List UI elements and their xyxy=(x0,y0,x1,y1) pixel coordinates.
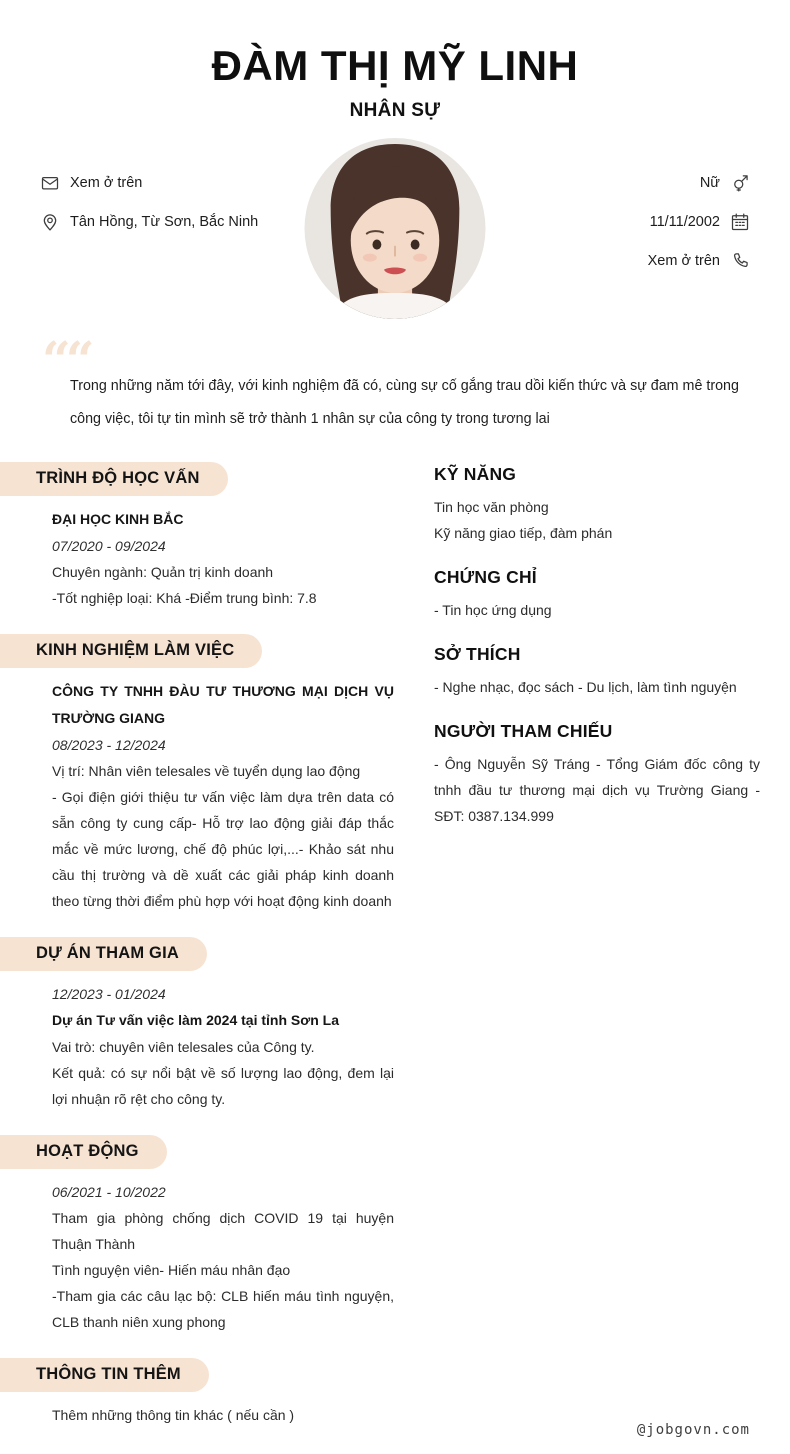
contact-right xyxy=(648,171,750,273)
section-body-projects xyxy=(0,971,420,1112)
section-header-education: TRÌNH ĐỘ HỌC VẤN xyxy=(0,462,228,496)
section-experience xyxy=(0,634,420,914)
avatar xyxy=(305,138,486,319)
contact-label: Nữ xyxy=(699,175,720,191)
section-header-references: NGƯỜI THAM CHIẾU xyxy=(434,721,613,741)
cv-page xyxy=(0,42,790,1454)
calendar-icon xyxy=(730,212,750,232)
entry-text: Tình nguyện viên- Hiến máu nhân đạo xyxy=(52,1262,291,1278)
section-header-more-info: THÔNG TIN THÊM xyxy=(0,1358,209,1392)
section-skills xyxy=(434,464,760,546)
contact-label: 11/11/2002 xyxy=(649,214,720,230)
quote-icon: ““ xyxy=(42,330,90,389)
section-education xyxy=(0,462,420,611)
contact-item xyxy=(700,171,750,195)
section-header-activities: HOẠT ĐỘNG xyxy=(0,1135,167,1169)
entry-text: - Nghe nhạc, đọc sách - Du lịch, làm tình nguyện xyxy=(434,679,737,695)
career-objective xyxy=(42,330,750,436)
entry-text: - Gọi điện giới thiệu tư vấn việc làm dựa trên data có sẵn công ty cung cấp- Hỗ trợ lao động giải đáp thắc mắc về mức lương, chế độ phúc lợi,...- Khảo sát nhu cầu thị trường và dề xuất các giải pháp kinh doanh theo từng thời điểm phù hợp với hoạt động kinh doanh xyxy=(52,789,394,909)
entry-text: Kết quả: có sự nổi bật về số lượng lao động, đem lại lợi nhuận rõ rệt cho công ty. xyxy=(52,1065,394,1107)
page-title: ĐÀM THỊ MỸ LINH xyxy=(211,42,579,89)
section-body-experience xyxy=(0,668,420,914)
section-body-education xyxy=(0,496,420,611)
section-body-more-info xyxy=(0,1392,420,1428)
section-more-info xyxy=(0,1358,420,1428)
entry-text: -Tốt nghiệp loại: Khá -Điểm trung bình: 7.8 xyxy=(52,590,317,606)
entry-text: - Ông Nguyễn Sỹ Tráng - Tổng Giám đốc công ty tnhh đầu tư thương mại dịch vụ Trường Giang - SĐT: 0387.134.999 xyxy=(434,756,760,824)
entry-date: 12/2023 - 01/2024 xyxy=(52,986,166,1002)
entry-text: Vị trí: Nhân viên telesales về tuyển dụng lao động xyxy=(52,763,361,779)
job-title: NHÂN SỰ xyxy=(349,100,441,121)
left-column xyxy=(0,462,420,1451)
entry-title: CÔNG TY TNHH ĐÀU TƯ THƯƠNG MẠI DỊCH VỤ TRƯỜNG GIANG xyxy=(52,683,394,726)
entry-text: Thêm những thông tin khác ( nếu cần ) xyxy=(52,1407,295,1423)
entry-text: Kỹ năng giao tiếp, đàm phán xyxy=(434,525,613,541)
portrait-illustration xyxy=(305,138,486,319)
contact-label: Xem ở trên xyxy=(70,175,143,191)
section-header-experience: KINH NGHIỆM LÀM VIỆC xyxy=(0,634,262,668)
contact-item xyxy=(648,249,750,273)
entry-text: - Tin học ứng dụng xyxy=(434,602,552,618)
watermark: @jobgovn.com xyxy=(636,1422,750,1438)
email-icon xyxy=(40,173,60,193)
entry-title: ĐẠI HỌC KINH BẮC xyxy=(52,511,184,527)
entry-date: 07/2020 - 09/2024 xyxy=(52,538,166,554)
entry-title: Dự án Tư vấn việc làm 2024 tại tỉnh Sơn La xyxy=(52,1012,339,1028)
objective-text: Trong những năm tới đây, với kinh nghiệm đã có, cùng sự cố gắng trau dồi kiến thức và sự đam mê trong công việc, tôi tự tin mình sẽ trở thành 1 nhân sự của công ty trong tương lai xyxy=(70,378,739,427)
location-icon xyxy=(40,212,60,232)
content-columns xyxy=(0,462,790,1451)
entry-date: 06/2021 - 10/2022 xyxy=(52,1184,166,1200)
section-body-activities xyxy=(0,1169,420,1335)
gender-icon xyxy=(730,173,750,193)
entry-text: Chuyên ngành: Quản trị kinh doanh xyxy=(52,564,274,580)
section-projects xyxy=(0,937,420,1112)
section-header-hobbies: SỞ THÍCH xyxy=(434,644,521,664)
contact-item xyxy=(650,210,750,234)
entry-text: Tham gia phòng chống dịch COVID 19 tại huyện Thuận Thành xyxy=(52,1210,394,1252)
entry-text: Vai trò: chuyên viên telesales của Công ty. xyxy=(52,1039,315,1055)
phone-icon xyxy=(730,251,750,271)
contact-label: Tân Hồng, Từ Sơn, Bắc Ninh xyxy=(70,214,259,230)
contact-left xyxy=(40,171,258,234)
entry-date: 08/2023 - 12/2024 xyxy=(52,737,166,753)
contact-item xyxy=(40,210,258,234)
entry-text: Tin học văn phòng xyxy=(434,499,549,515)
contact-item xyxy=(40,171,142,195)
entry-text: -Tham gia các câu lạc bộ: CLB hiến máu tình nguyện, CLB thanh niên xung phong xyxy=(52,1288,394,1330)
section-header-projects: DỰ ÁN THAM GIA xyxy=(0,937,207,971)
section-activities xyxy=(0,1135,420,1335)
section-header-certificates: CHỨNG CHỈ xyxy=(434,567,537,587)
contact-label: Xem ở trên xyxy=(647,253,720,269)
section-header-skills: KỸ NĂNG xyxy=(434,464,517,484)
section-certificates xyxy=(434,567,760,623)
section-hobbies xyxy=(434,644,760,700)
contact-band xyxy=(0,138,790,326)
section-references xyxy=(434,721,760,829)
right-column xyxy=(420,462,790,850)
